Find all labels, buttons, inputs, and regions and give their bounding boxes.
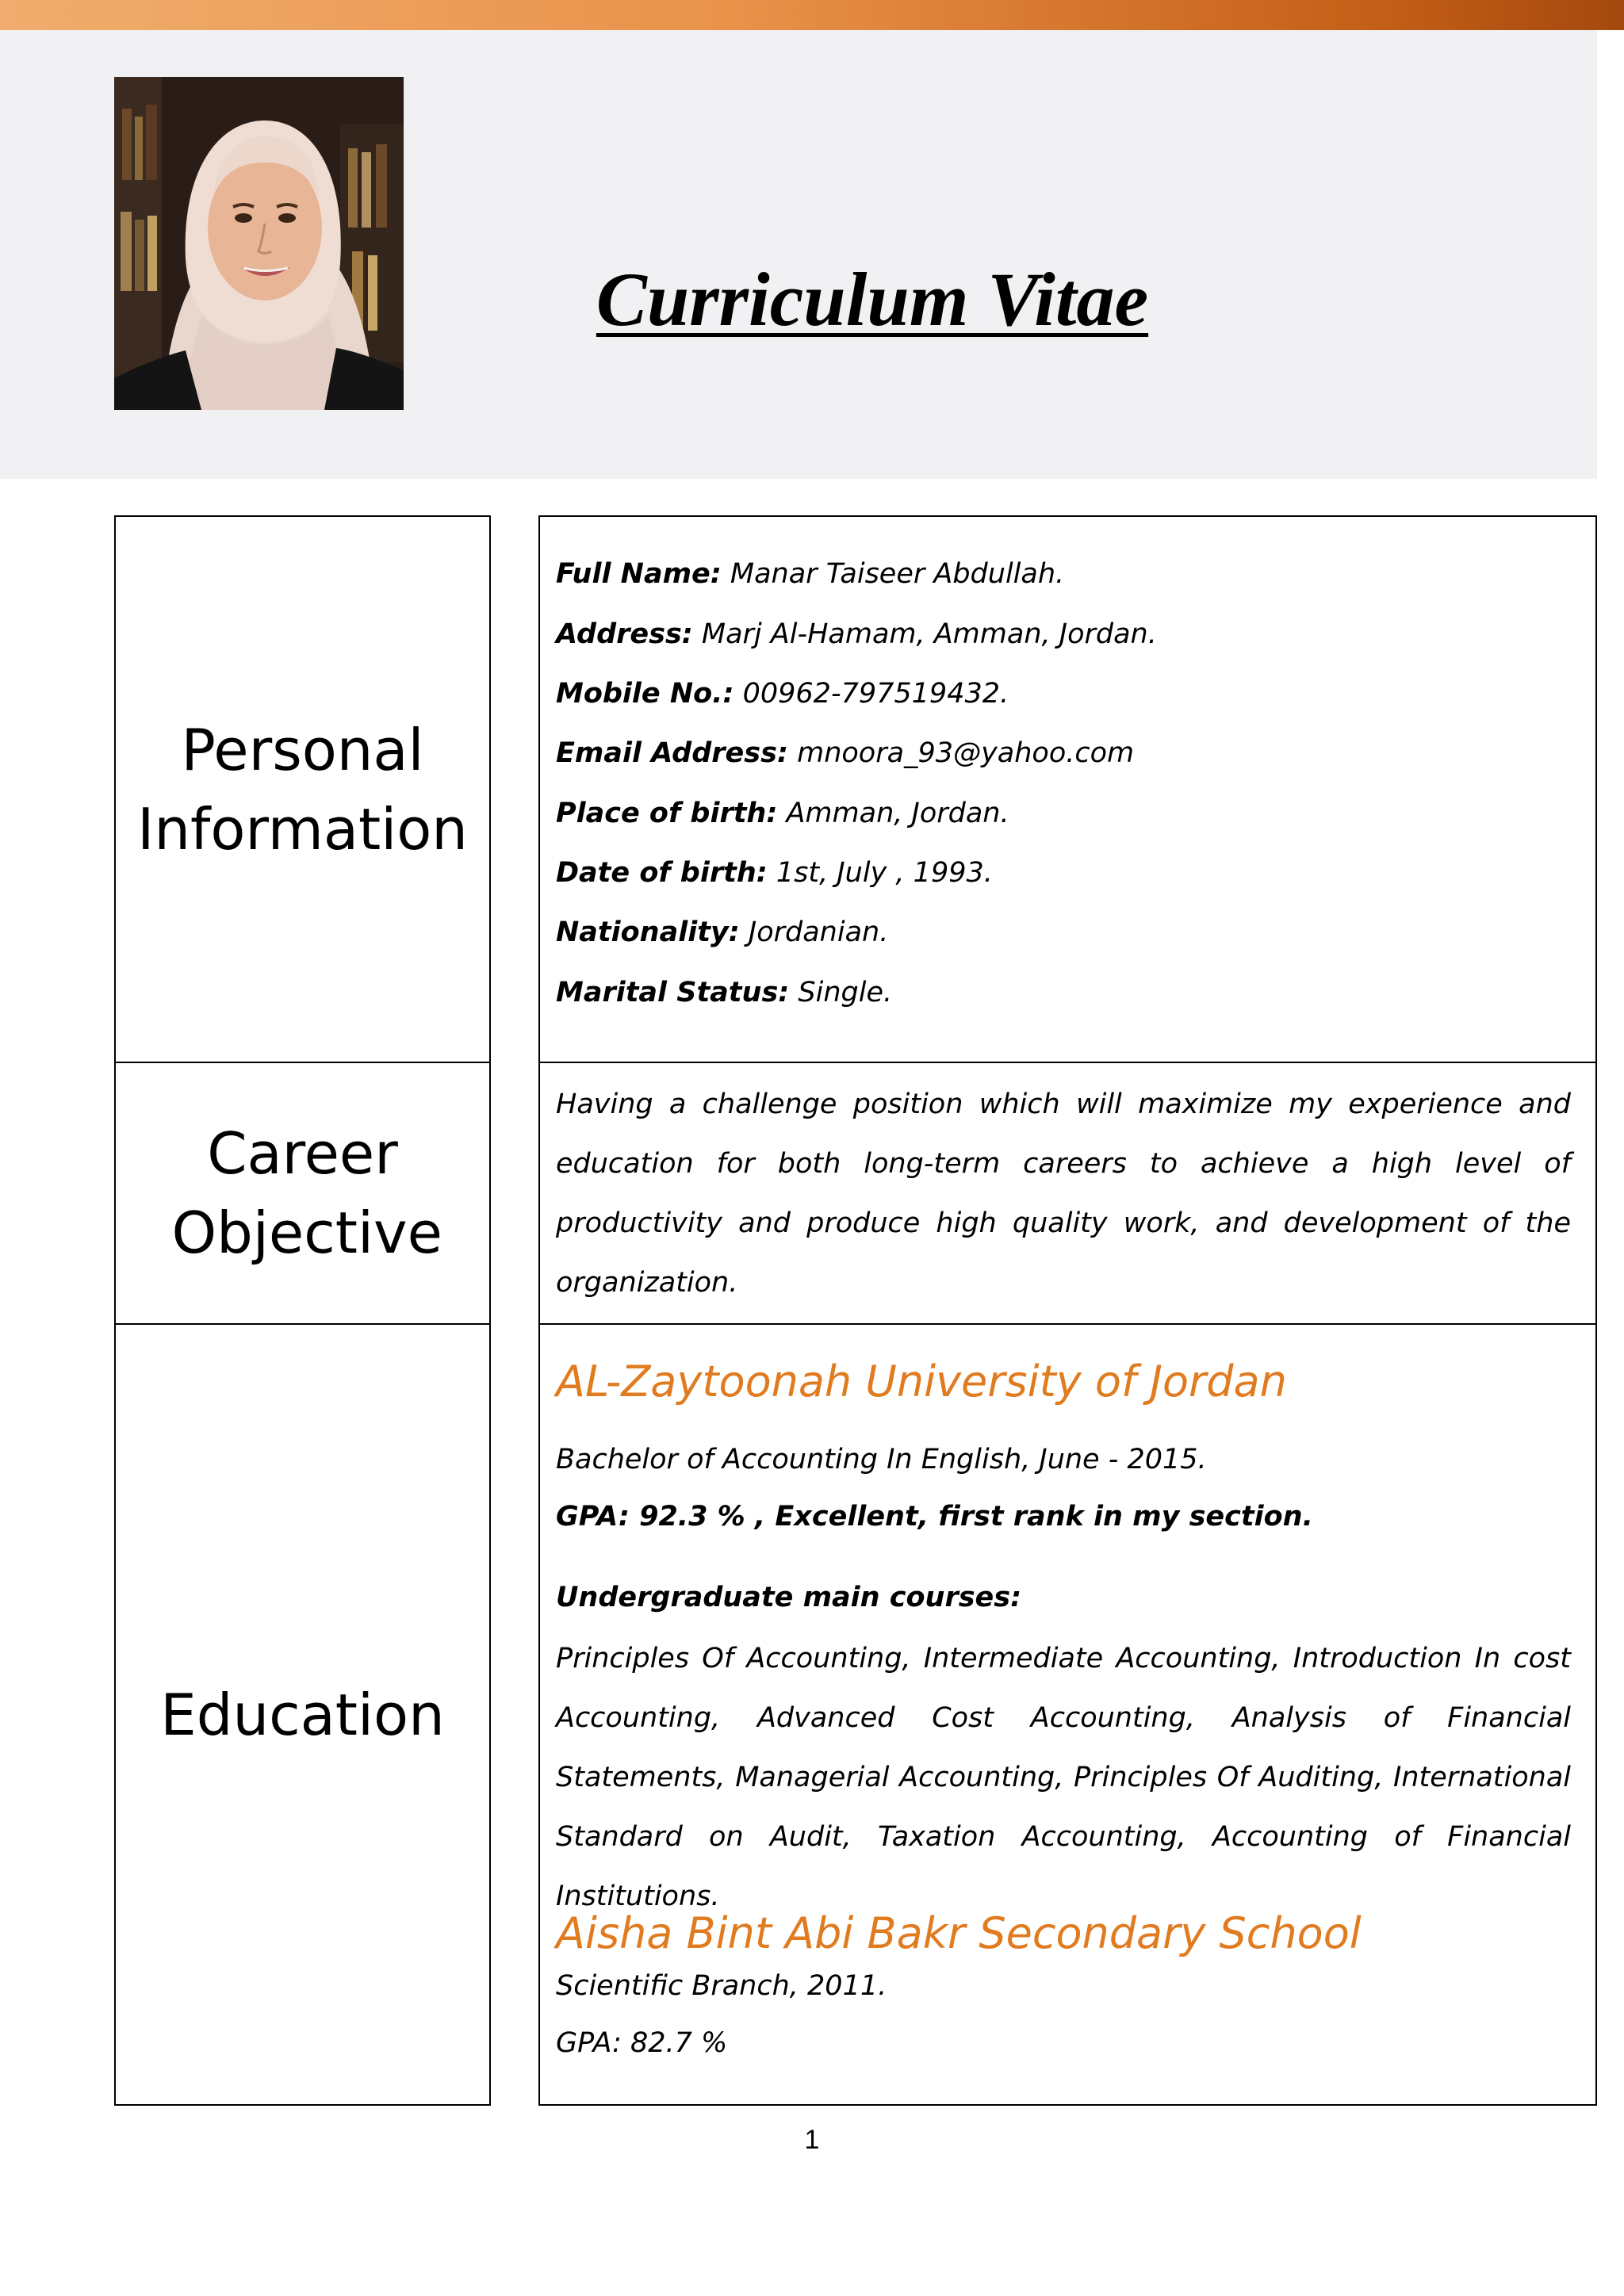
- university-name: AL-Zaytoonah University of Jordan: [556, 1357, 1287, 1406]
- courses-heading: Undergraduate main courses:: [556, 1582, 1022, 1613]
- personal-info-label: Personal Information: [137, 716, 468, 863]
- school-branch: Scientific Branch, 2011.: [556, 1970, 887, 2002]
- field-key: Nationality:: [556, 916, 740, 948]
- education-content-cell: [538, 1323, 1597, 2106]
- field-date-of-birth: [556, 855, 993, 890]
- top-accent-bar: [0, 0, 1624, 30]
- education-label: Education: [160, 1681, 445, 1748]
- field-value: Manar Taiseer Abdullah.: [721, 558, 1065, 590]
- field-mobile: [556, 676, 1009, 711]
- university-degree: Bachelor of Accounting In English, June - 2015.: [556, 1444, 1207, 1475]
- page-title: Curriculum Vitae: [596, 257, 1149, 342]
- school-gpa: GPA: 82.7 %: [556, 2027, 728, 2059]
- field-key: Mobile No.:: [556, 678, 734, 710]
- field-key: Place of birth:: [556, 798, 778, 829]
- courses-list: Principles Of Accounting, Intermediate Accounting, Introduction In cost Accounting, Advanced Cost Accounting, Analysis of Financial Statements, Managerial Accounting, Principles Of Auditing, International Standard on Audit, Taxation Accounting, Accounting of Financial Institutions.: [556, 1643, 1571, 1912]
- field-value: 1st, July , 1993.: [767, 857, 993, 889]
- field-key: Marital Status:: [556, 977, 790, 1008]
- title-wrap: [555, 258, 1189, 342]
- career-objective-text: Having a challenge position which will maximize my experience and education for both long-term careers to achieve a high level of productivity and produce high quality work, and development of the organization.: [556, 1089, 1571, 1299]
- career-objective-content-cell: [538, 1062, 1597, 1325]
- field-address: [556, 617, 1157, 652]
- career-objective-label-cell: [114, 1062, 491, 1325]
- field-key: Date of birth:: [556, 857, 768, 889]
- field-full-name: [556, 557, 1064, 591]
- field-key: Email Address:: [556, 737, 788, 769]
- field-value: Single.: [789, 977, 893, 1008]
- field-marital-status: [556, 975, 892, 1010]
- field-email: [556, 736, 1134, 771]
- field-value: Jordanian.: [739, 916, 889, 948]
- page-number: 1: [804, 2125, 820, 2155]
- education-label-cell: [114, 1323, 491, 2106]
- field-value: Amman, Jordan.: [777, 798, 1009, 829]
- field-nationality: [556, 915, 888, 950]
- field-value: Marj Al-Hamam, Amman, Jordan.: [692, 618, 1157, 650]
- field-value: mnoora_93@yahoo.com: [787, 737, 1135, 769]
- university-gpa: GPA: 92.3 % , Excellent, first rank in my section.: [556, 1501, 1313, 1533]
- field-value: 00962-797519432.: [733, 678, 1009, 710]
- profile-photo: [114, 77, 404, 410]
- field-key: Address:: [556, 618, 693, 650]
- career-objective-label: Career Objective: [171, 1120, 442, 1266]
- school-name: Aisha Bint Abi Bakr Secondary School: [556, 1908, 1362, 1958]
- personal-info-label-cell: [114, 515, 491, 1063]
- field-place-of-birth: [556, 796, 1009, 831]
- personal-info-content-cell: [538, 515, 1597, 1063]
- field-key: Full Name:: [556, 558, 722, 590]
